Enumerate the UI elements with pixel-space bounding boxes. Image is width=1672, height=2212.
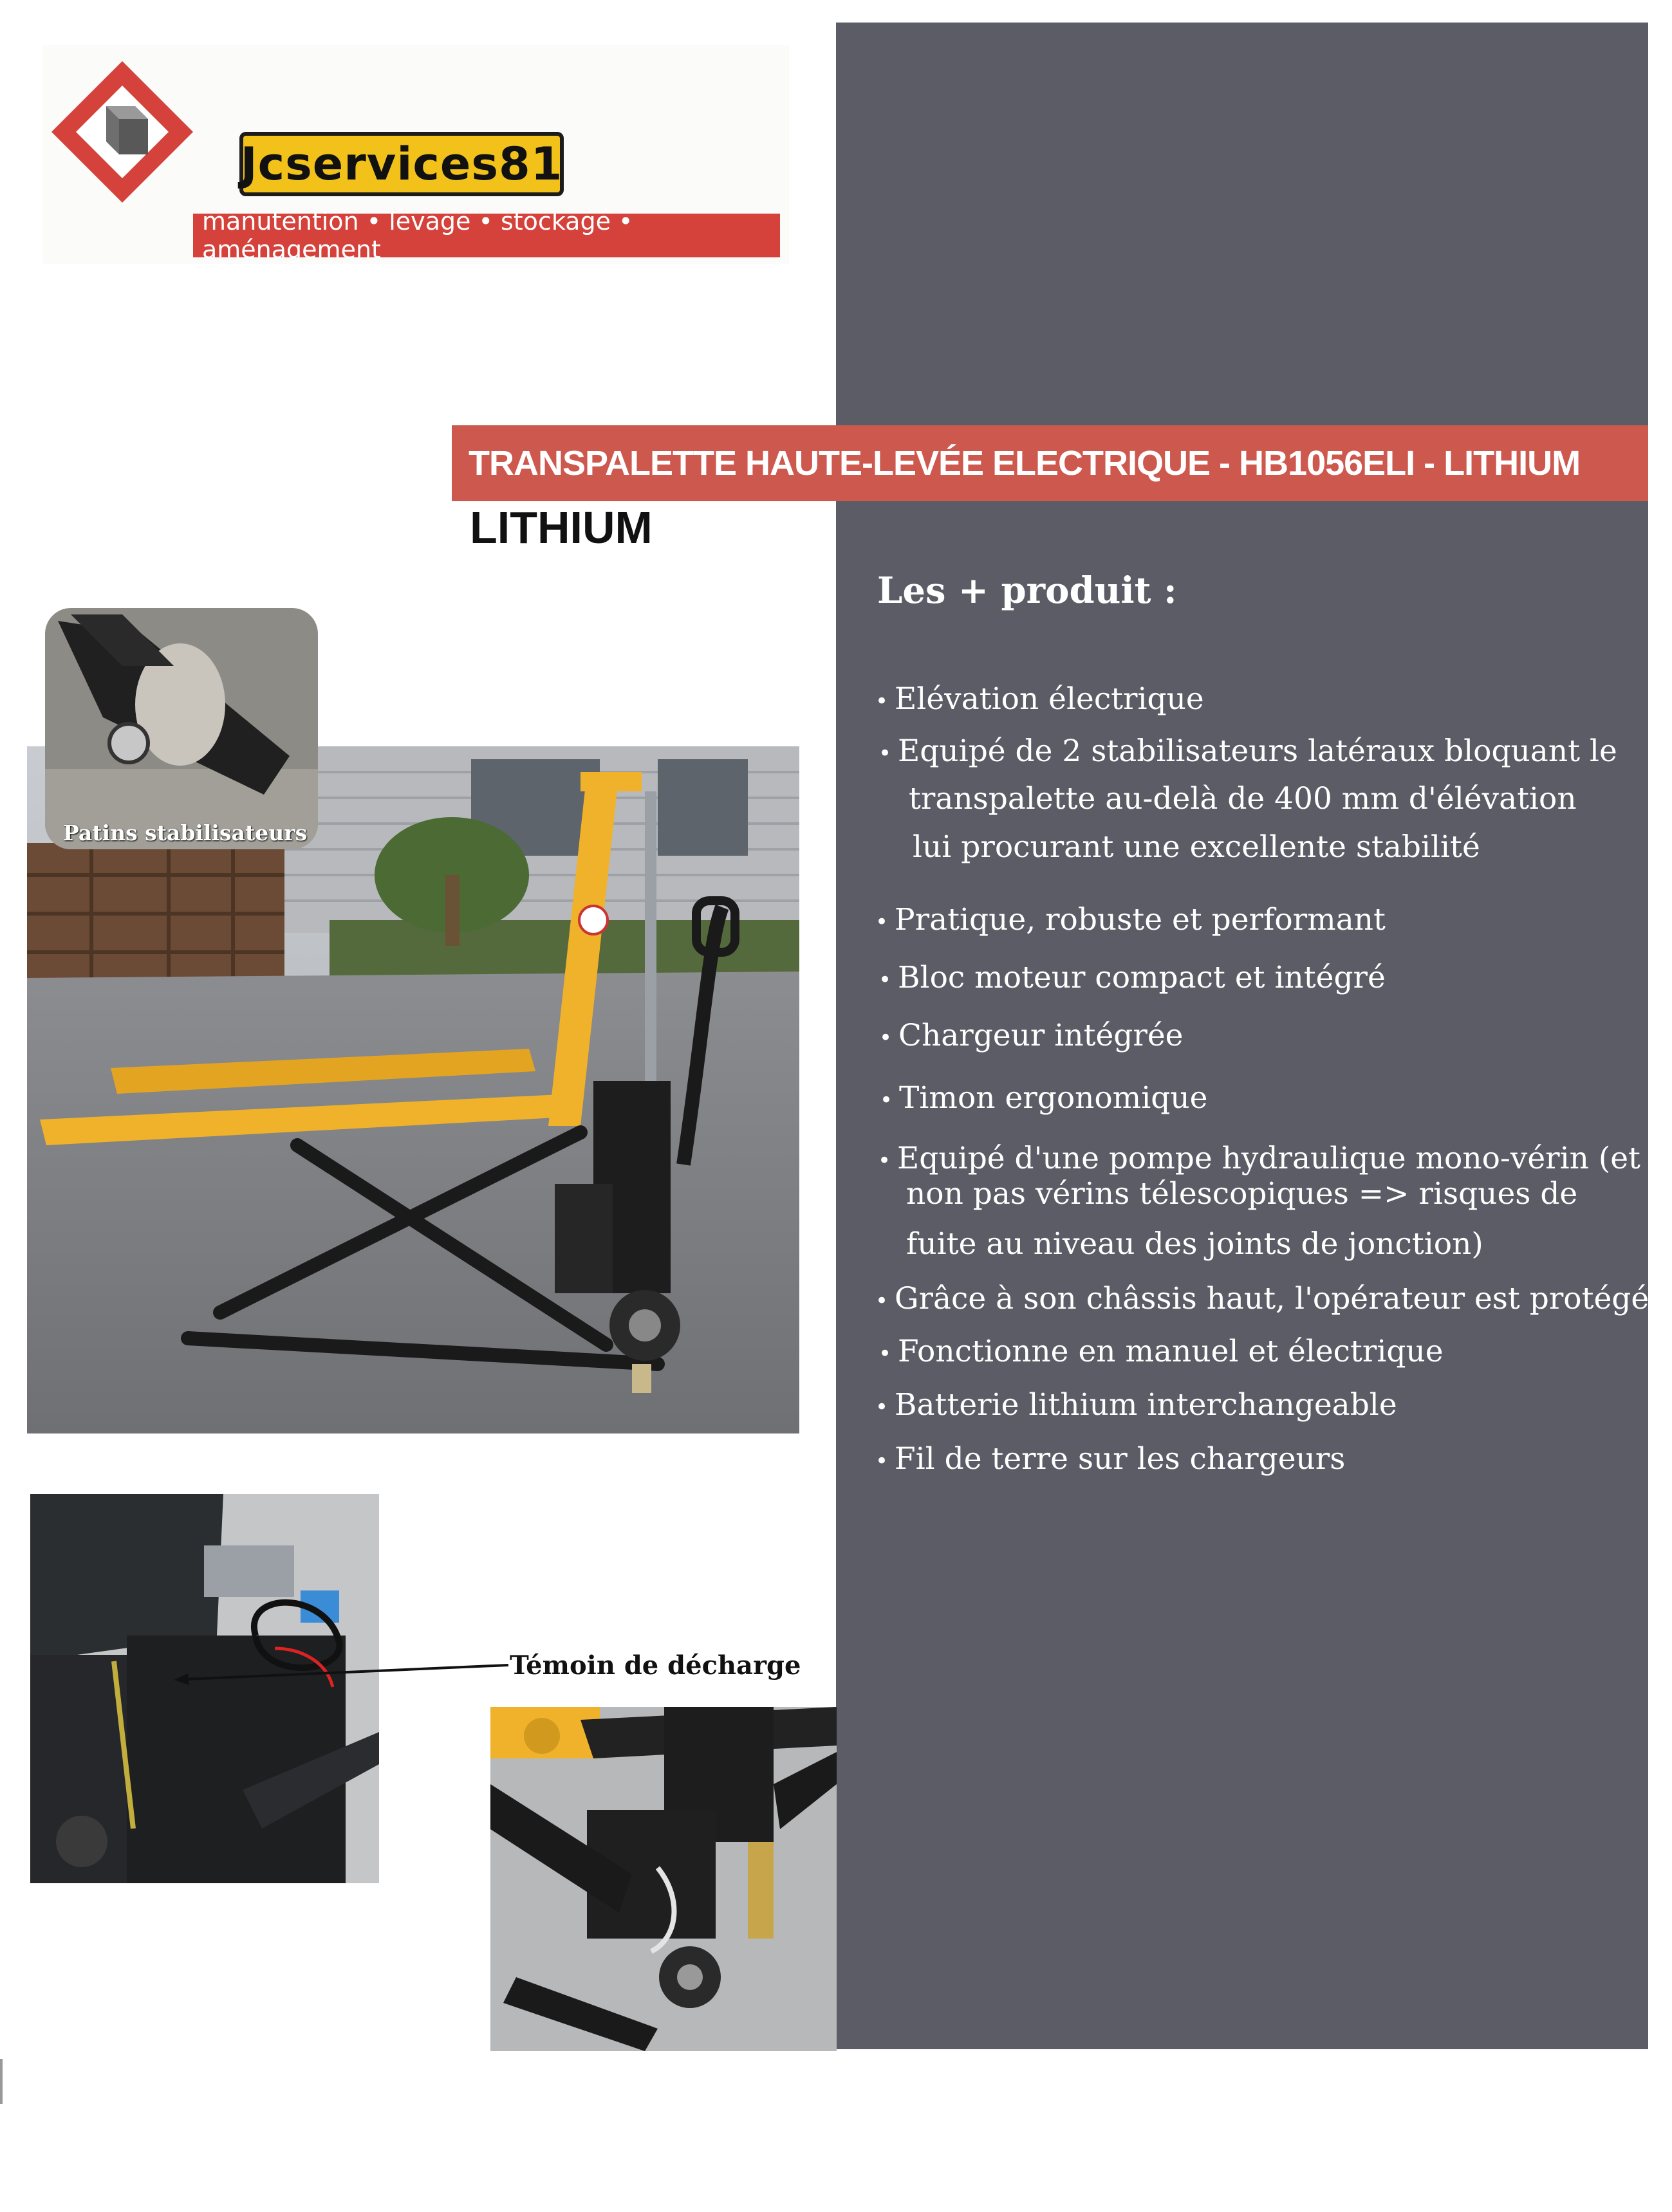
edge-mark: [0, 2059, 3, 2104]
features-heading: Les + produit :: [877, 569, 1177, 612]
discharge-indicator-caption: Témoin de décharge: [510, 1650, 801, 1681]
bullet-icon: •: [878, 1341, 892, 1367]
product-subtitle: LITHIUM: [470, 502, 653, 553]
feature-item: • Equipé de 2 stabilisateurs latéraux bloquant le: [878, 728, 1617, 777]
logo-tagline: manutention • levage • stockage • aménagement: [193, 214, 780, 257]
feature-item-continuation: lui procurant une excellente stabilité: [913, 829, 1480, 865]
feature-item: • Equipé d'une pompe hydraulique mono-vérin (et: [878, 1135, 1640, 1184]
bullet-icon: •: [875, 688, 889, 714]
feature-item: • Elévation électrique: [875, 676, 1204, 725]
arrow-icon: [174, 1660, 515, 1686]
feature-item: • Timon ergonomique: [880, 1074, 1207, 1124]
bullet-icon: •: [875, 1448, 889, 1474]
product-title: TRANSPALETTE HAUTE-LEVÉE ELECTRIQUE - HB1056ELI - LITHIUM: [452, 425, 1648, 501]
bullet-icon: •: [879, 1025, 893, 1051]
bullet-icon: •: [878, 1148, 891, 1174]
stabilizer-caster-photo: [45, 608, 318, 849]
feature-item: • Pratique, robuste et performant: [875, 896, 1386, 946]
bullet-icon: •: [878, 741, 892, 766]
feature-item: • Grâce à son châssis haut, l'opérateur est protégé: [875, 1275, 1649, 1325]
bullet-icon: •: [878, 967, 892, 993]
bullet-icon: •: [875, 909, 889, 935]
bullet-icon: •: [875, 1394, 889, 1420]
feature-item: • Bloc moteur compact et intégré: [878, 954, 1386, 1004]
bullet-icon: •: [880, 1087, 893, 1113]
feature-item: • Chargeur intégrée: [879, 1012, 1183, 1062]
stabilizer-caption: Patins stabilisateurs: [63, 820, 308, 845]
battery-compartment-photo: [30, 1494, 379, 1883]
feature-item-continuation: fuite au niveau des joints de jonction): [906, 1226, 1483, 1262]
logo-brand-name: Jcservices81: [239, 132, 564, 196]
feature-item: • Fonctionne en manuel et électrique: [878, 1328, 1444, 1378]
motor-block-detail-photo: [490, 1707, 837, 2051]
feature-item-continuation: non pas vérins télescopiques => risques de: [906, 1176, 1578, 1212]
feature-item-continuation: transpalette au-delà de 400 mm d'élévation: [909, 781, 1577, 816]
bullet-icon: •: [875, 1288, 889, 1314]
feature-item: • Batterie lithium interchangeable: [875, 1381, 1397, 1431]
logo-diamond-icon: [51, 61, 193, 203]
feature-item: • Fil de terre sur les chargeurs: [875, 1435, 1345, 1485]
pallet-truck-photo: [27, 746, 799, 1433]
